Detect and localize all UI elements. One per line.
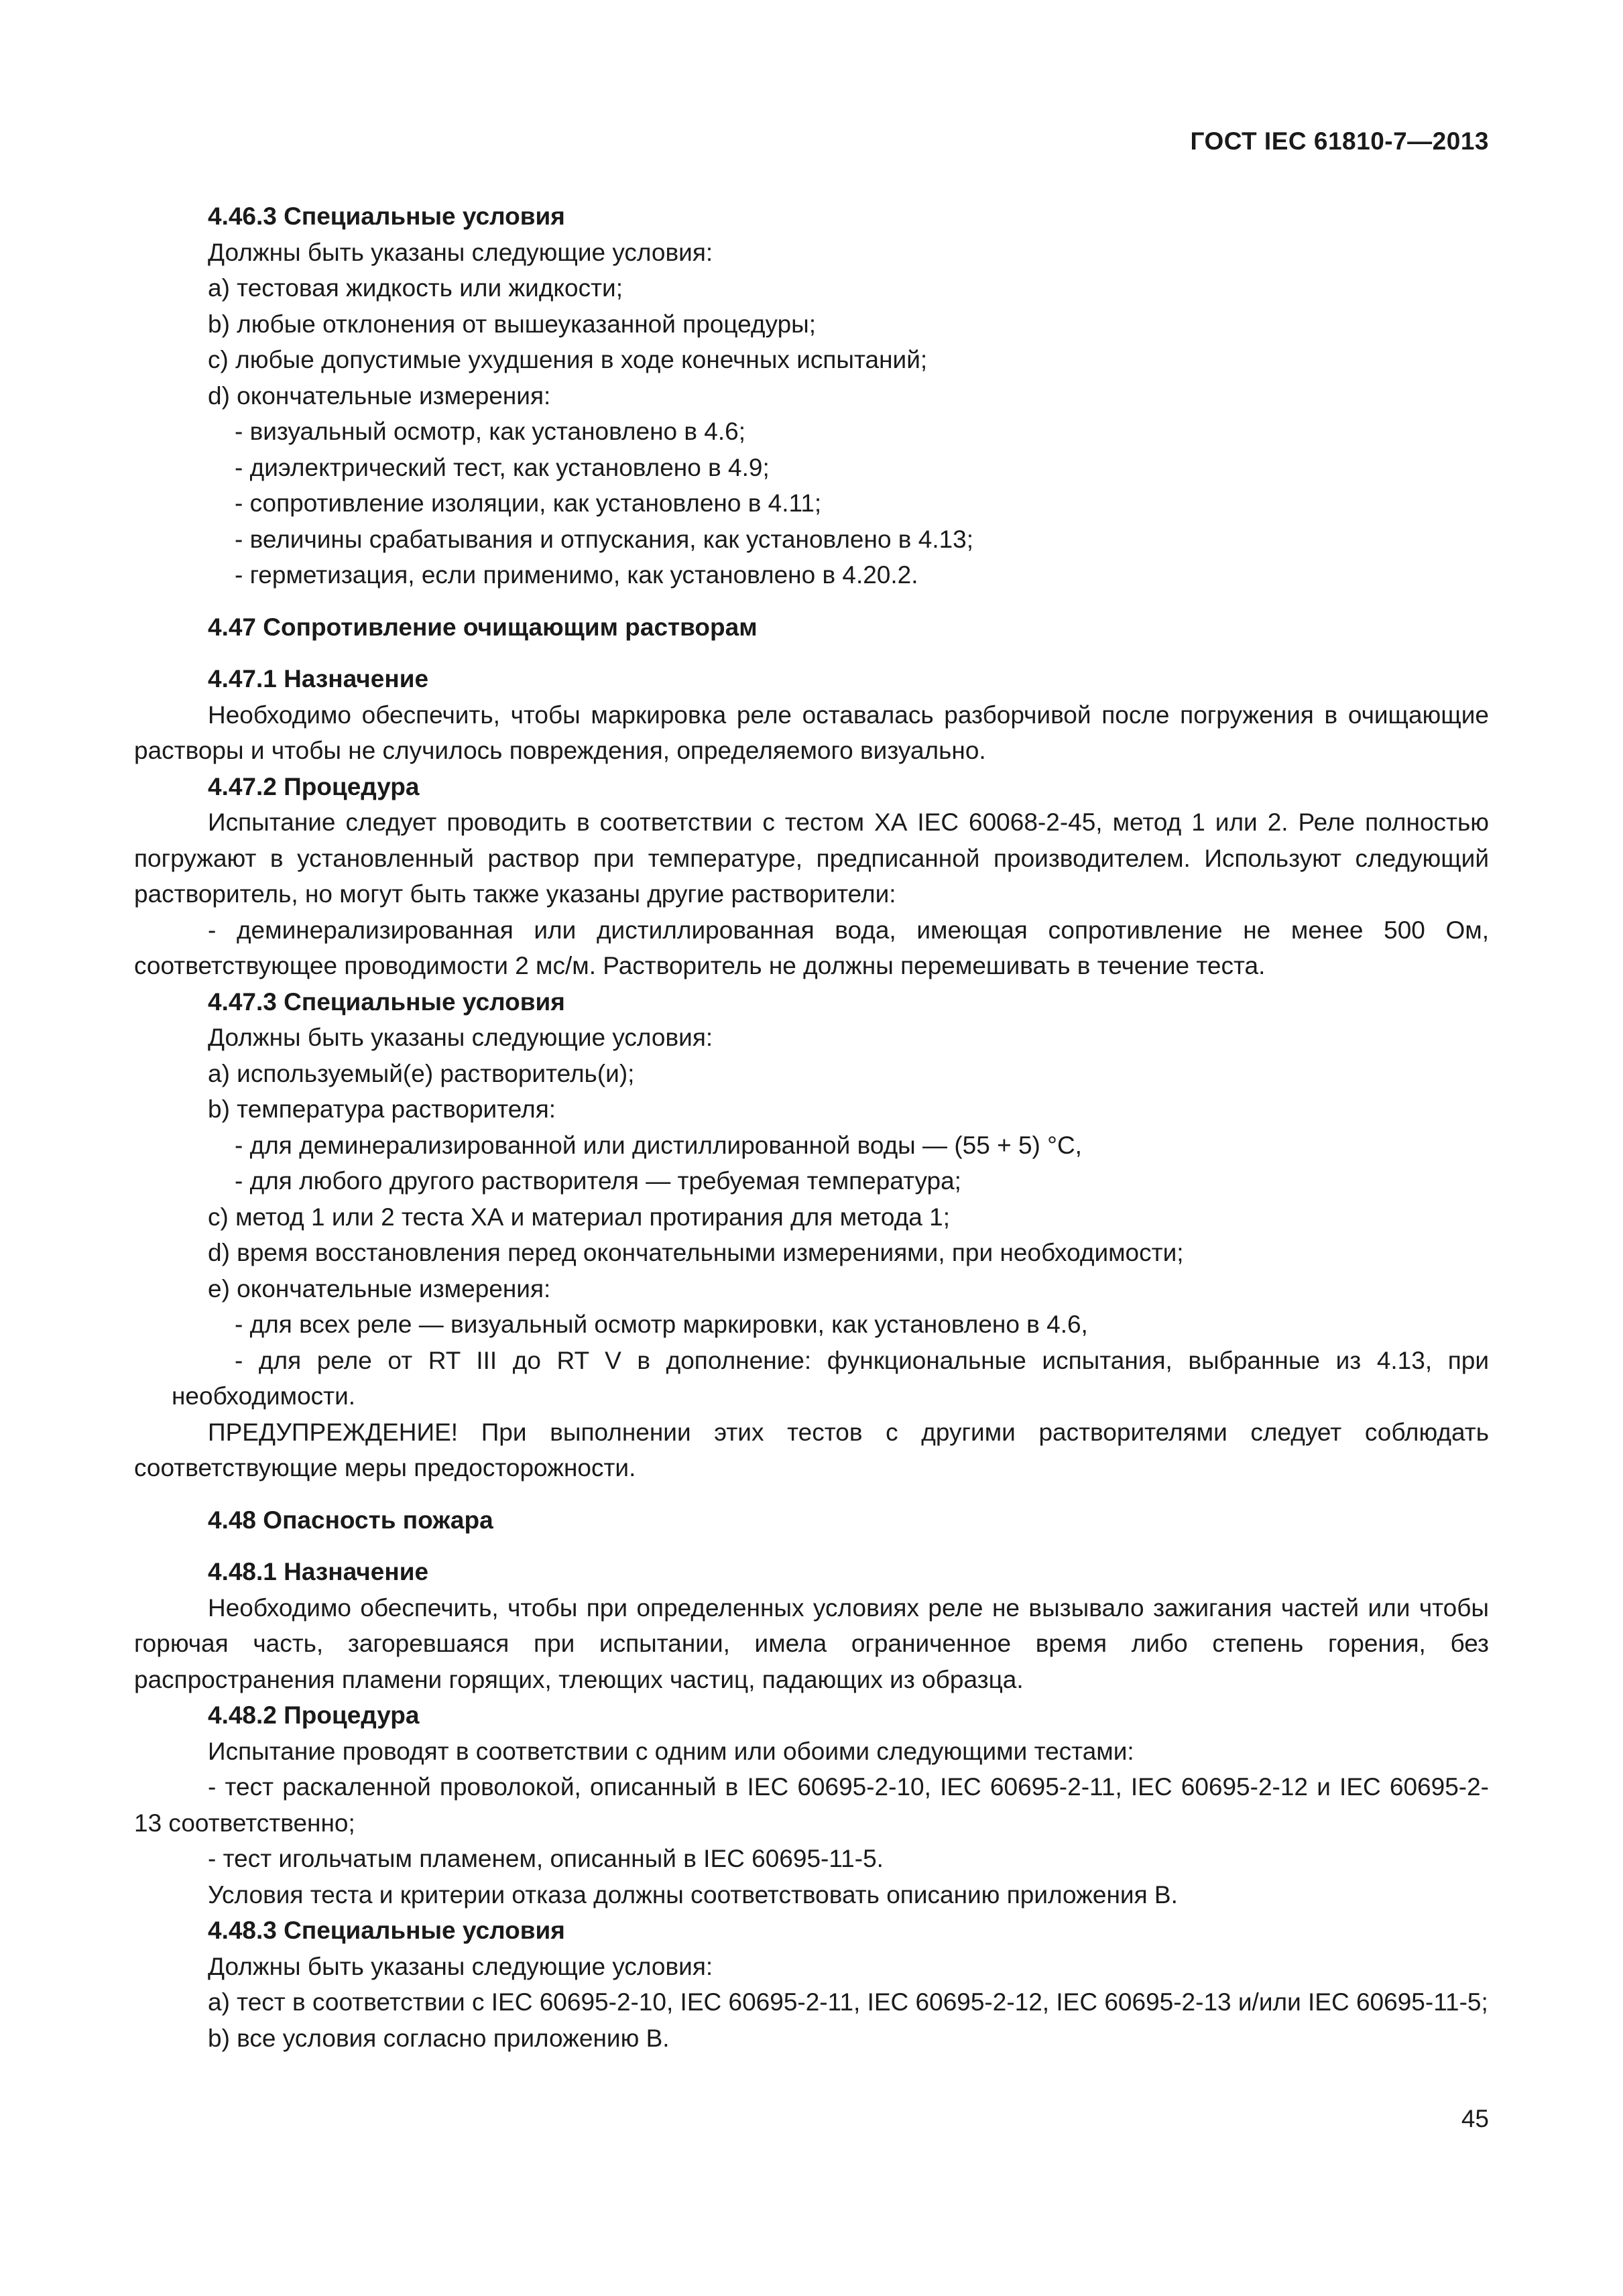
list-item-a: а) используемый(е) растворитель(и); (208, 1059, 635, 1087)
list-item-d: d) время восстановления перед окончательными измерениями, при необходимости; (208, 1239, 1184, 1266)
section-4-48-2-note: Условия теста и критерии отказа должны соответствовать описанию приложения В. (208, 1880, 1178, 1909)
section-4-47-2-heading: 4.47.2 Процедура (208, 772, 420, 800)
section-4-48-2-intro: Испытание проводят в соответствии с одним или обоими следующими тестами: (208, 1737, 1134, 1765)
section-4-46-3-intro: Должны быть указаны следующие условия: (208, 238, 713, 266)
list-item-d: d) окончательные измерения: (208, 381, 551, 410)
section-4-47-1-heading: 4.47.1 Назначение (208, 665, 429, 692)
list-subitem: - визуальный осмотр, как установлено в 4.6; (235, 418, 746, 445)
list-subitem: - для реле от RT III до RT V в дополнение: функциональные испытания, выбранные из 4.13, при необходимости. (172, 1346, 1489, 1410)
section-4-47-heading: 4.47 Сопротивление очищающим растворам (208, 613, 758, 641)
list-item-a: а) тест в соответствии с IEC 60695-2-10, IEC 60695-2-11, IEC 60695-2-12, IEC 60695-2-13 и/или IEC 60695-11-5; (208, 1988, 1488, 2016)
section-4-47-3-heading: 4.47.3 Специальные условия (208, 987, 565, 1016)
section-4-48-heading: 4.48 Опасность пожара (208, 1506, 493, 1534)
list-subitem: - для деминерализированной или дистиллированной воды — (55 + 5) °С, (235, 1131, 1082, 1159)
list-subitem: - герметизация, если применимо, как установлено в 4.20.2. (235, 561, 918, 589)
section-4-47-2-text: Испытание следует проводить в соответствии с тестом ХА IEC 60068-2-45, метод 1 или 2. Реле полностью погружают в установленный раствор при температуре, предписанной производителем. Используют следующий растворитель, но могут быть также указаны другие растворители: (134, 808, 1489, 908)
list-subitem: - сопротивление изоляции, как установлено в 4.11; (235, 489, 822, 517)
section-4-47-1-text: Необходимо обеспечить, чтобы маркировка реле оставалась разборчивой после погружения в очищающие растворы и чтобы не случилось повреждения, определяемого визуально. (134, 701, 1489, 764)
section-4-48-3-heading: 4.48.3 Специальные условия (208, 1917, 565, 1944)
page-number: 45 (1461, 2105, 1489, 2132)
section-4-47-2-item: - деминерализированная или дистиллированная вода, имеющая сопротивление не менее 500 Ом, соответствующее проводимости 2 мс/м. Растворитель не должны перемешивать в течение теста. (134, 916, 1489, 979)
section-4-48-1-heading: 4.48.1 Назначение (208, 1558, 429, 1585)
section-4-48-2-item: - тест игольчатым пламенем, описанный в IEC 60695-11-5. (208, 1845, 884, 1872)
section-4-48-2-item: - тест раскаленной проволокой, описанный в IEC 60695-2-10, IEC 60695-2-11, IEC 60695-2-12 и IEC 60695-2-13 соответственно; (134, 1773, 1489, 1837)
page-content (134, 198, 1489, 2056)
list-subitem: - для любого другого растворителя — требуемая температура; (235, 1167, 961, 1195)
list-item-e: е) окончательные измерения: (208, 1274, 551, 1303)
list-item-c: с) метод 1 или 2 теста ХА и материал протирания для метода 1; (208, 1203, 951, 1231)
standard-header: ГОСТ IEC 61810-7—2013 (1190, 127, 1489, 155)
list-item-a: а) тестовая жидкость или жидкости; (208, 274, 623, 302)
list-item-b: b) любые отклонения от вышеуказанной процедуры; (208, 310, 817, 338)
warning-text: ПРЕДУПРЕЖДЕНИЕ! При выполнении этих тестов с другими растворителями следует соблюдать соответствующие меры предосторожности. (134, 1418, 1489, 1482)
list-subitem: - для всех реле — визуальный осмотр маркировки, как установлено в 4.6, (235, 1311, 1088, 1338)
section-4-46-3-heading: 4.46.3 Специальные условия (208, 202, 565, 230)
section-4-47-3-intro: Должны быть указаны следующие условия: (208, 1024, 713, 1051)
list-subitem: - диэлектрический тест, как установлено в 4.9; (235, 453, 770, 481)
section-4-48-1-text: Необходимо обеспечить, чтобы при определенных условиях реле не вызывало зажигания частей или чтобы горючая часть, загоревшаяся при испытании, имела ограниченное время либо степень горения, без распространения пламени горящих, тлеющих частиц, падающих из образца. (134, 1593, 1489, 1693)
list-item-c: с) любые допустимые ухудшения в ходе конечных испытаний; (208, 346, 928, 373)
list-subitem: - величины срабатывания и отпускания, как установлено в 4.13; (235, 525, 974, 553)
list-item-b: b) температура растворителя: (208, 1095, 556, 1123)
section-4-48-2-heading: 4.48.2 Процедура (208, 1701, 420, 1729)
section-4-48-3-intro: Должны быть указаны следующие условия: (208, 1952, 713, 1980)
list-item-b: b) все условия согласно приложению В. (208, 2024, 670, 2052)
